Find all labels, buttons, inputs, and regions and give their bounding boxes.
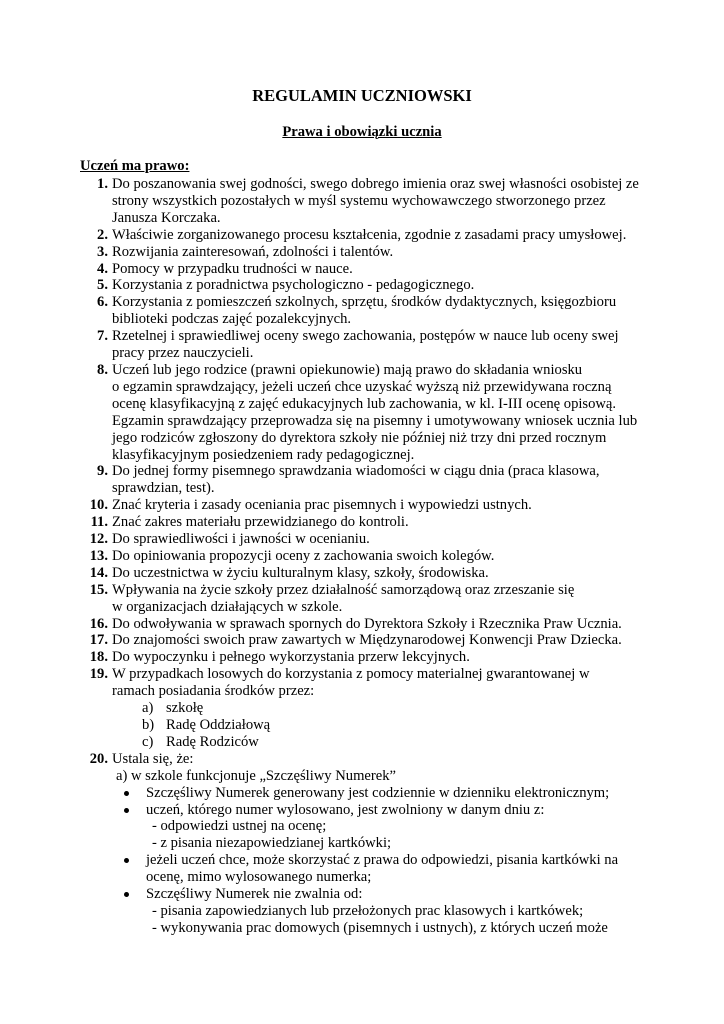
bullet-item	[0, 852, 666, 886]
item-line: Rozwijania zainteresowań, zdolności i talentów.	[112, 243, 394, 260]
item-number: 5.	[97, 277, 108, 294]
item-line: w organizacjach działających w szkole.	[112, 598, 343, 615]
bullet-item	[0, 886, 666, 903]
bullet-line: uczeń, którego numer wylosowano, jest zwolniony w danym dniu z:	[146, 801, 545, 818]
item-line: Rzetelnej i sprawiedliwej oceny swego zachowania, postępów w nauce lub oceny swej	[112, 328, 619, 345]
bullet-icon	[124, 791, 129, 796]
bullet-line: Szczęśliwy Numerek generowany jest codziennie w dzienniku elektronicznym;	[146, 784, 610, 801]
item-number: 19.	[89, 666, 108, 683]
item-number: 16.	[89, 615, 108, 632]
item-number: 1.	[97, 176, 108, 192]
list-item-14	[0, 565, 652, 582]
item-number: 3.	[97, 243, 108, 260]
list-item-13	[0, 548, 652, 565]
item-number: 20.	[89, 750, 108, 767]
item-number: 2.	[97, 226, 108, 243]
sub-item-b	[0, 717, 724, 734]
item-line: klasyfikacyjnym posiedzeniem rady pedagogicznej.	[112, 446, 415, 463]
dash-line: - wykonywania prac domowych (pisemnych i ustnych), z których uczeń może	[152, 919, 608, 936]
list-item-6	[0, 294, 652, 328]
list-item-12	[0, 531, 652, 548]
sub-item-20a: a) w szkole funkcjonuje „Szczęśliwy Numerek”	[116, 767, 397, 784]
list-item-11	[0, 514, 652, 531]
item-line: Janusza Korczaka.	[112, 209, 221, 226]
item-line: Do uczestnictwa w życiu kulturalnym klasy, szkoły, środowiska.	[112, 564, 489, 581]
item-line: o egzamin sprawdzający, jeżeli uczeń chce uzyskać wyższą niż przewidywana roczną	[112, 378, 612, 395]
item-number: 10.	[89, 497, 108, 514]
sub-text: szkołę	[166, 700, 204, 717]
item-line: Do opiniowania propozycji oceny z zachowania swoich kolegów.	[112, 547, 495, 564]
item-line: Do sprawiedliwości i jawności w ocenianiu.	[112, 531, 370, 548]
sub-letter: a)	[142, 700, 154, 717]
bullet-item	[0, 785, 666, 802]
item-line: ocenę klasyfikacyjną z zajęć edukacyjnych lub zachowania, w kl. I-III ocenę opisową.	[112, 395, 617, 412]
item-line: jego rodziców zgłoszony do dyrektora szkoły nie później niż trzy dni przed rocznym	[112, 429, 607, 446]
section-heading: Uczeń ma prawo:	[80, 158, 190, 174]
item-number: 4.	[97, 260, 108, 277]
item-line: W przypadkach losowych do korzystania z pomocy materialnej gwarantowanej w	[112, 666, 590, 683]
item-line: Egzamin sprawdzający przeprowadza się na pisemny i umotywowany wniosek ucznia lub	[112, 412, 638, 429]
item-line: Do odwoływania w sprawach spornych do Dyrektora Szkoły i Rzecznika Praw Ucznia.	[112, 615, 622, 632]
bullet-icon	[124, 892, 129, 897]
item-line: Właściwie zorganizowanego procesu kształcenia, zgodnie z zasadami pracy umysłowej.	[112, 226, 627, 243]
list-item-10	[0, 497, 652, 514]
dash-line: - z pisania niezapowiedzianej kartkówki;	[152, 835, 392, 852]
item-line: sprawdzian, test).	[112, 480, 215, 497]
list-item-1	[0, 176, 652, 227]
item-line: ramach posiadania środków przez:	[112, 683, 315, 700]
sub-item-a	[0, 700, 724, 717]
bullet-icon	[124, 858, 129, 863]
item-line: Znać zakres materiału przewidzianego do kontroli.	[112, 514, 409, 531]
document-subtitle: Prawa i obowiązki ucznia	[282, 124, 442, 140]
document-title: REGULAMIN UCZNIOWSKI	[252, 86, 472, 105]
item-line: Do poszanowania swej godności, swego dobrego imienia oraz swej własności osobistej ze	[112, 176, 639, 192]
item-line: Do wypoczynku i pełnego wykorzystania przerw lekcyjnych.	[112, 649, 470, 666]
item-line: Do znajomości swoich praw zawartych w Międzynarodowej Konwencji Praw Dziecka.	[112, 632, 622, 649]
item-line: Korzystania z pomieszczeń szkolnych, sprzętu, środków dydaktycznych, księgozbioru	[112, 294, 617, 311]
sub-letter: b)	[142, 717, 155, 733]
item-line: Pomocy w przypadku trudności w nauce.	[112, 260, 353, 277]
item-number: 9.	[97, 463, 108, 480]
sub-item-c	[0, 734, 724, 751]
item-number: 7.	[97, 328, 108, 345]
item-line: Korzystania z poradnictwa psychologiczno - pedagogicznego.	[112, 277, 475, 294]
rights-list	[0, 176, 724, 937]
list-item-9	[0, 463, 652, 497]
list-item-19	[0, 666, 652, 700]
item-line: Uczeń lub jego rodzice (prawni opiekunowie) mają prawo do składania wniosku	[112, 361, 583, 378]
item-line: Do jednej formy pisemnego sprawdzania wiadomości w ciągu dnia (praca klasowa,	[112, 463, 600, 480]
dash-line: - pisania zapowiedzianych lub przełożonych prac klasowych i kartkówek;	[152, 902, 584, 919]
list-item-3	[0, 244, 652, 261]
list-item-20	[0, 751, 652, 768]
list-item-5	[0, 277, 652, 294]
item-number: 6.	[97, 294, 108, 311]
item-line: Znać kryteria i zasady oceniania prac pisemnych i wypowiedzi ustnych.	[112, 497, 532, 514]
item-number: 12.	[89, 531, 108, 548]
sub-text: Radę Oddziałową	[166, 717, 271, 733]
sub-letter: c)	[142, 733, 154, 750]
item-number: 11.	[90, 514, 108, 531]
list-item-2	[0, 227, 652, 244]
item-line: Ustala się, że:	[112, 750, 194, 767]
bullet-line: jeżeli uczeń chce, może skorzystać z prawa do odpowiedzi, pisania kartkówki na	[146, 852, 619, 869]
list-item-16	[0, 616, 652, 633]
item-number: 17.	[89, 632, 108, 649]
dash-line: - odpowiedzi ustnej na ocenę;	[152, 818, 327, 835]
list-item-7	[0, 328, 652, 362]
item-number: 8.	[97, 361, 108, 378]
list-item-8	[0, 362, 652, 463]
bullet-item	[0, 802, 666, 819]
list-item-17	[0, 632, 652, 649]
list-item-18	[0, 649, 652, 666]
list-item-15	[0, 582, 652, 616]
item-line: biblioteki podczas zajęć pozalekcyjnych.	[112, 311, 352, 328]
bullet-line: ocenę, mimo wylosowanego numerka;	[146, 869, 372, 886]
item-number: 15.	[89, 581, 108, 598]
bullet-icon	[124, 808, 129, 813]
item-number: 13.	[89, 547, 108, 564]
item-line: Wpływania na życie szkoły przez działalność samorządową oraz zrzeszanie się	[112, 581, 575, 598]
item-line: strony wszystkich pozostałych w myśl systemu wychowawczego stworzonego przez	[112, 192, 606, 209]
item-number: 18.	[89, 649, 108, 666]
list-item-4	[0, 261, 652, 278]
item-line: pracy przez nauczycieli.	[112, 345, 254, 362]
sub-text: Radę Rodziców	[166, 733, 259, 750]
item-number: 14.	[89, 564, 108, 581]
bullet-line: Szczęśliwy Numerek nie zwalnia od:	[146, 886, 363, 903]
